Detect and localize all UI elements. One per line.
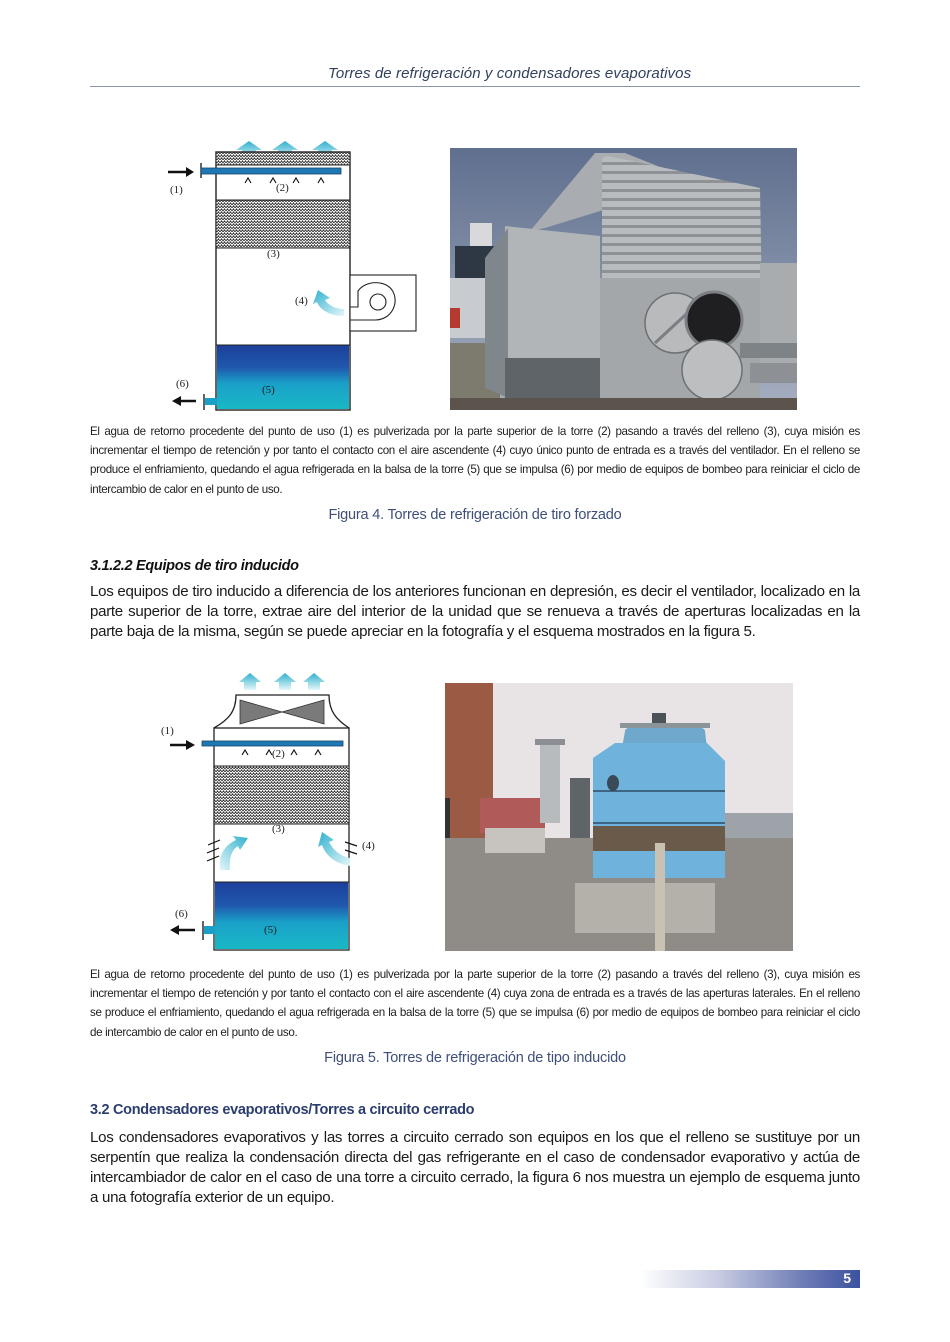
section-body-32: Los condensadores evaporativos y las torres a circuito cerrado son equipos en los que el relleno se sustituye por un serpentín que realiza la condensación directa del gas refrigerante en el caso de condensador evaporativo y actúa de intercambiador de calor en el caso de una torre a circuito cerrado, la figura 6 nos muestra un ejemplo de esquema junto a una fotografía exterior de un equipo. bbox=[90, 1129, 860, 1206]
label-fill: (3) bbox=[267, 248, 280, 260]
figure4-description: El agua de retorno procedente del punto de uso (1) es pulverizada por la parte superior de la torre (2) pasando a través del relleno (3), cuya misión es incrementar el tiempo de retención y por tanto el contacto con el aire ascendente (4) cuyo único punto de entrada es a través del ventilador. En el relleno se produce el enfriamiento, quedando el agua refrigerada en la balsa de la torre (5) que se impulsa (6) por medio de equipos de bombeo para reiniciar el ciclo de intercambio de calor en el punto de uso. bbox=[90, 425, 860, 496]
running-header bbox=[90, 64, 860, 87]
forced-draft-tower-photo bbox=[450, 148, 797, 410]
label-basin: (5) bbox=[264, 924, 277, 936]
label-spray: (2) bbox=[276, 182, 289, 194]
figure4-photo bbox=[450, 148, 797, 410]
label-air: (4) bbox=[295, 295, 308, 307]
figure5-diagram bbox=[150, 670, 410, 960]
figure5-caption: Figura 5. Torres de refrigeración de tipo inducido bbox=[324, 1050, 626, 1066]
label-spray: (2) bbox=[272, 748, 285, 760]
figure5-photo bbox=[445, 683, 793, 951]
label-basin: (5) bbox=[262, 384, 275, 396]
figure4-diagram bbox=[160, 130, 430, 420]
label-fill: (3) bbox=[272, 823, 285, 835]
forced-draft-tower-schematic bbox=[160, 130, 430, 420]
running-title: Torres de refrigeración y condensadores evaporativos bbox=[328, 65, 692, 82]
induced-draft-tower-schematic bbox=[150, 670, 410, 960]
label-air: (4) bbox=[362, 840, 375, 852]
subsection-heading-3122: 3.1.2.2 Equipos de tiro inducido bbox=[90, 558, 299, 574]
section-heading-32: 3.2 Condensadores evaporativos/Torres a circuito cerrado bbox=[90, 1102, 475, 1118]
label-outlet: (6) bbox=[176, 378, 189, 390]
label-inlet: (1) bbox=[161, 725, 174, 737]
subsection-body-3122: Los equipos de tiro inducido a diferencia de los anteriores funcionan en depresión, es decir el ventilador, localizado en la parte superior de la torre, extrae aire del interior de la unidad que se renueva a través de aperturas localizadas en la parte baja de la misma, según se puede apreciar en la fotografía y el esquema mostrados en la figura 5. bbox=[90, 583, 860, 640]
page-number-bar bbox=[640, 1270, 860, 1288]
page-number: 5 bbox=[843, 1270, 851, 1286]
figure5-description: El agua de retorno procedente del punto de uso (1) es pulverizada por la parte superior de la torre (2) pasando a través del relleno (3), cuya misión es incrementar el tiempo de retención y por tanto el contacto con el aire ascendente (4) cuya zona de entrada es a través de las aperturas laterales. En el relleno se produce el enfriamiento, quedando el agua refrigerada en la balsa de la torre (5) que se impulsa (6) por medio de equipos de bombeo para reiniciar el ciclo de intercambio de calor en el punto de uso. bbox=[90, 968, 860, 1039]
induced-draft-tower-photo bbox=[445, 683, 793, 951]
label-outlet: (6) bbox=[175, 908, 188, 920]
figure4-caption: Figura 4. Torres de refrigeración de tiro forzado bbox=[328, 507, 622, 523]
label-inlet: (1) bbox=[170, 184, 183, 196]
